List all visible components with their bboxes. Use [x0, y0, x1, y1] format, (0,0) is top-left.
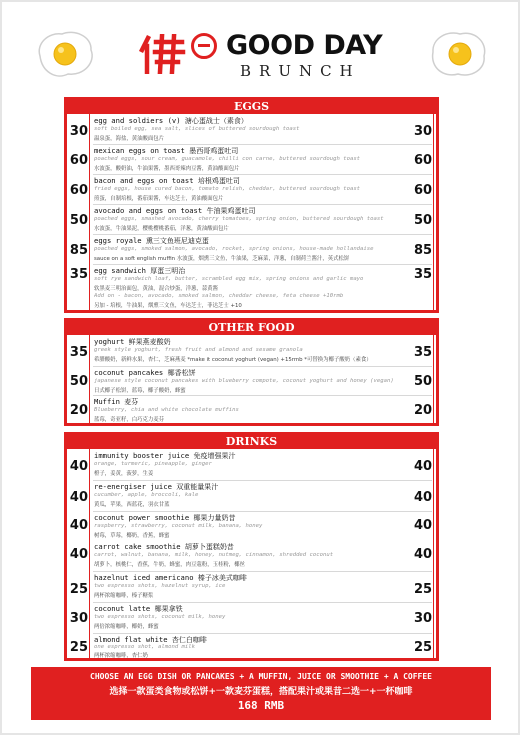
banner-line-en: CHOOSE AN EGG DISH OR PANCAKES + A MUFFIN, JUICE OR SMOOTHIE + A COFFEE [90, 672, 432, 681]
item-name-cn: 培根鸡蛋吐司 [197, 177, 240, 185]
item-name-en: eggs royale [94, 236, 142, 245]
item-price-right: 20 [414, 403, 433, 418]
item-description-cn: 胡萝卜，核桃仁，香蕉，牛奶，蜂蜜，肉豆蔻粉，玉桂粉，椰丝 [94, 562, 245, 568]
item-price: 30 [69, 124, 88, 139]
section-drinks [64, 432, 439, 661]
menu-item [67, 336, 436, 366]
item-description: Blueberry, chia and white chocolate muffins [94, 407, 239, 413]
menu-item [67, 450, 436, 480]
item-price: 60 [69, 153, 88, 168]
item-name [94, 542, 432, 552]
item-description-cn: 两倍浓缩咖啡，椰奶，蜂蜜 [94, 624, 159, 630]
section-title: EGGS [67, 100, 436, 114]
brand-title: GOOD DAY [226, 30, 383, 61]
item-description: soft rye sandwich loaf, butter, scrambled egg mix, spring onions and garlic mayo [94, 276, 364, 282]
item-description: one espresso shot, almond milk [94, 644, 196, 650]
item-name [94, 206, 432, 216]
item-name-cn: 椰香松饼 [167, 369, 196, 377]
item-name-en: egg sandwich [94, 266, 146, 275]
item-name [94, 482, 432, 492]
menu-item [67, 235, 436, 264]
item-price: 35 [69, 267, 88, 282]
item-description: carrot, walnut, banana, milk, honey, nutmeg, cinnamon, shredded coconut [94, 552, 334, 558]
item-price: 25 [69, 640, 88, 655]
set-menu-banner [31, 667, 491, 720]
item-description-cn: 温泉蛋，海盐，黄油酸面包片 [94, 136, 165, 142]
item-price-right: 30 [414, 611, 433, 626]
item-name [94, 266, 432, 276]
item-description-cn: 橙子，姜黄，菠萝，生姜 [94, 471, 154, 477]
banner-line-cn: 选择一款蛋类食物或松饼+一款麦芬蛋糕，搭配果汁或果昔二选一+一杯咖啡 [109, 687, 413, 697]
header [0, 0, 520, 95]
item-name-cn: 椰果拿铁 [154, 605, 183, 613]
section-eggs [64, 97, 439, 313]
item-description: orange, turmeric, pineapple, ginger [94, 461, 212, 467]
banner-price: 168 RMB [237, 699, 285, 712]
item-name-cn: 双重能量果汁 [176, 483, 219, 491]
item-name [94, 116, 432, 126]
menu-item [67, 175, 436, 204]
item-price-right: 85 [414, 243, 433, 258]
fried-egg-icon [428, 28, 490, 80]
item-name-en: almond flat white [94, 635, 168, 644]
item-name [94, 176, 432, 186]
item-price-right: 25 [414, 640, 433, 655]
item-description: japanese style coconut pancakes with blueberry compote, coconut yoghurt and honey (vegan) [94, 378, 394, 384]
item-name-en: Muffin [94, 397, 120, 406]
menu-item [67, 512, 436, 541]
item-name-en: carrot cake smoothie [94, 542, 181, 551]
item-name [94, 337, 432, 347]
item-price-right: 25 [414, 582, 433, 597]
menu-item [67, 481, 436, 511]
item-addon: Add on - bacon, avocado, smoked salmon, cheddar cheese, feta cheese +10rmb [94, 293, 344, 299]
item-price: 40 [69, 518, 88, 533]
item-name-en: yoghurt [94, 337, 125, 346]
item-description: two espresso shots, hazelnut syrup, ice [94, 583, 226, 589]
item-description-cn: 日式椰子松饼，蓝莓，椰子酸奶，蜂蜜 [94, 388, 186, 394]
section-title: DRINKS [67, 435, 436, 449]
item-name [94, 368, 432, 378]
item-price-right: 40 [414, 518, 433, 533]
item-price: 30 [69, 611, 88, 626]
item-description-cn: 树莓，草莓，椰奶，香蕉，蜂蜜 [94, 533, 170, 539]
menu-item [67, 396, 436, 424]
item-price: 25 [69, 582, 88, 597]
item-description: two espresso shots, coconut milk, honey [94, 614, 226, 620]
item-description-cn: 水波蛋，酸奶油，牛油果酱，墨西哥辣肉豆酱，黄油酸面包片 [94, 166, 240, 172]
item-description: poached eggs, smoked salmon, avocado, rocket, spring onions, house-made hollandaise [94, 246, 374, 252]
menu-item [67, 367, 436, 395]
menu-item [67, 205, 436, 234]
item-description-cn: 蓝莓，奇亚籽，白巧克力麦芬 [94, 417, 165, 423]
menu-item [67, 634, 436, 661]
item-description-cn: 两杯浓缩咖啡，杏仁奶 [94, 653, 148, 659]
item-name-en: hazelnut iced americano [94, 573, 194, 582]
item-name-cn: 榛子冰美式咖啡 [197, 574, 247, 582]
item-description-cn: 希腊酸奶，新鲜水果，杏仁，芝麻燕麦 *make it coconut yoghurt (vegan) +15rmb *可替换为椰子酸奶（素食） [94, 357, 372, 363]
item-description-cn: sauce on a soft english muffin 水波蛋，烟熏三文鱼，牛油果，芝麻菜，洋葱，自制荷兰酱汁，英式松饼 [94, 256, 350, 262]
item-price: 35 [69, 345, 88, 360]
item-name-cn: 胡萝卜蛋糕奶昔 [184, 543, 234, 551]
item-name-en: egg and soldiers (v) [94, 116, 181, 125]
menu-item [67, 541, 436, 571]
item-description: cucumber, apple, broccoli, kale [94, 492, 199, 498]
item-price: 50 [69, 374, 88, 389]
item-price-right: 35 [414, 345, 433, 360]
item-name-cn: 麦芬 [124, 398, 139, 406]
section-title: OTHER FOOD [67, 321, 436, 335]
item-name-cn: 杏仁白咖啡 [171, 636, 207, 644]
item-price: 40 [69, 459, 88, 474]
section-other-food [64, 318, 439, 426]
item-name-en: coconut power smoothie [94, 513, 190, 522]
item-price-right: 50 [414, 213, 433, 228]
item-name-en: immunity booster juice [94, 451, 190, 460]
item-description: soft boiled egg, sea salt, slices of buttered sourdough toast [94, 126, 300, 132]
item-price: 40 [69, 547, 88, 562]
item-name [94, 146, 432, 156]
item-name-en: coconut latte [94, 604, 151, 613]
item-description: poached eggs, smashed avocado, cherry tomatoes, spring onion, buttered sourdough toast [94, 216, 384, 222]
item-price: 50 [69, 213, 88, 228]
item-description-cn: 水波蛋，牛油果泥，樱桃樱桃番茄，洋葱，黄油酸面包片 [94, 226, 229, 232]
item-price: 40 [69, 490, 88, 505]
item-name-cn: 椰果力量奶昔 [193, 514, 236, 522]
item-price: 60 [69, 183, 88, 198]
fried-egg-icon [34, 28, 96, 80]
item-name-cn: 免疫增强果汁 [193, 452, 236, 460]
item-name [94, 513, 432, 523]
item-description: greek style yoghurt, fresh fruit and almond and sesame granola [94, 347, 303, 353]
brand-subtitle: BRUNCH [240, 62, 361, 80]
item-price-right: 40 [414, 547, 433, 562]
item-price-right: 60 [414, 183, 433, 198]
item-price-right: 40 [414, 459, 433, 474]
item-name-cn: 熏三文鱼班尼迪克蛋 [145, 237, 209, 245]
item-description: raspberry, strawberry, coconut milk, banana, honey [94, 523, 263, 529]
menu-item [67, 603, 436, 633]
item-price: 20 [69, 403, 88, 418]
item-description-cn: 软黑麦三明治面包，黄油，混合炒蛋，洋葱，蒜黄酱 [94, 286, 218, 292]
item-name-cn: 厚蛋三明治 [150, 267, 186, 275]
item-name [94, 573, 432, 583]
item-description-cn: 黄瓜，苹果，西蓝花，羽衣甘蓝 [94, 502, 170, 508]
item-name [94, 236, 432, 246]
logo-circle-icon [191, 33, 217, 59]
item-price-right: 30 [414, 124, 433, 139]
menu-item [67, 145, 436, 174]
item-name-en: mexican eggs on toast [94, 146, 185, 155]
item-price-right: 50 [414, 374, 433, 389]
logo-glyph-icon [138, 34, 186, 74]
item-name-en: coconut pancakes [94, 368, 164, 377]
item-name [94, 451, 432, 461]
item-price-right: 60 [414, 153, 433, 168]
item-name [94, 604, 432, 614]
item-description: fried eggs, house cured bacon, tomato relish, cheddar, buttered sourdough toast [94, 186, 361, 192]
item-name-en: re-energiser juice [94, 482, 172, 491]
item-price-right: 35 [414, 267, 433, 282]
item-name [94, 397, 432, 407]
item-name-en: avocado and eggs on toast [94, 206, 203, 215]
menu-item [67, 265, 436, 313]
item-name-cn: 鲜果燕麦酸奶 [128, 338, 171, 346]
item-description-cn: 两杯浓缩咖啡，榛子糖浆 [94, 593, 154, 599]
item-name-cn: 墨西哥鸡蛋吐司 [189, 147, 239, 155]
menu-item [67, 572, 436, 602]
item-price-right: 40 [414, 490, 433, 505]
item-addon-cn: 另加 - 培根，牛油果，烟熏三文鱼，车达芝士，菲达芝士 +10 [94, 303, 242, 309]
item-description-cn: 煎蛋，自制培根，番茄果酱，车达芝士，黄油酸面包片 [94, 196, 224, 202]
item-name-en: bacon and eggs on toast [94, 176, 194, 185]
item-price: 85 [69, 243, 88, 258]
item-name-cn: 牛油果鸡蛋吐司 [206, 207, 256, 215]
item-name-cn: 溏心蛋战士（素食） [184, 117, 248, 125]
menu-item [67, 115, 436, 144]
item-description: poached eggs, sour cream, guacamole, chilli con carne, buttered sourdough toast [94, 156, 361, 162]
